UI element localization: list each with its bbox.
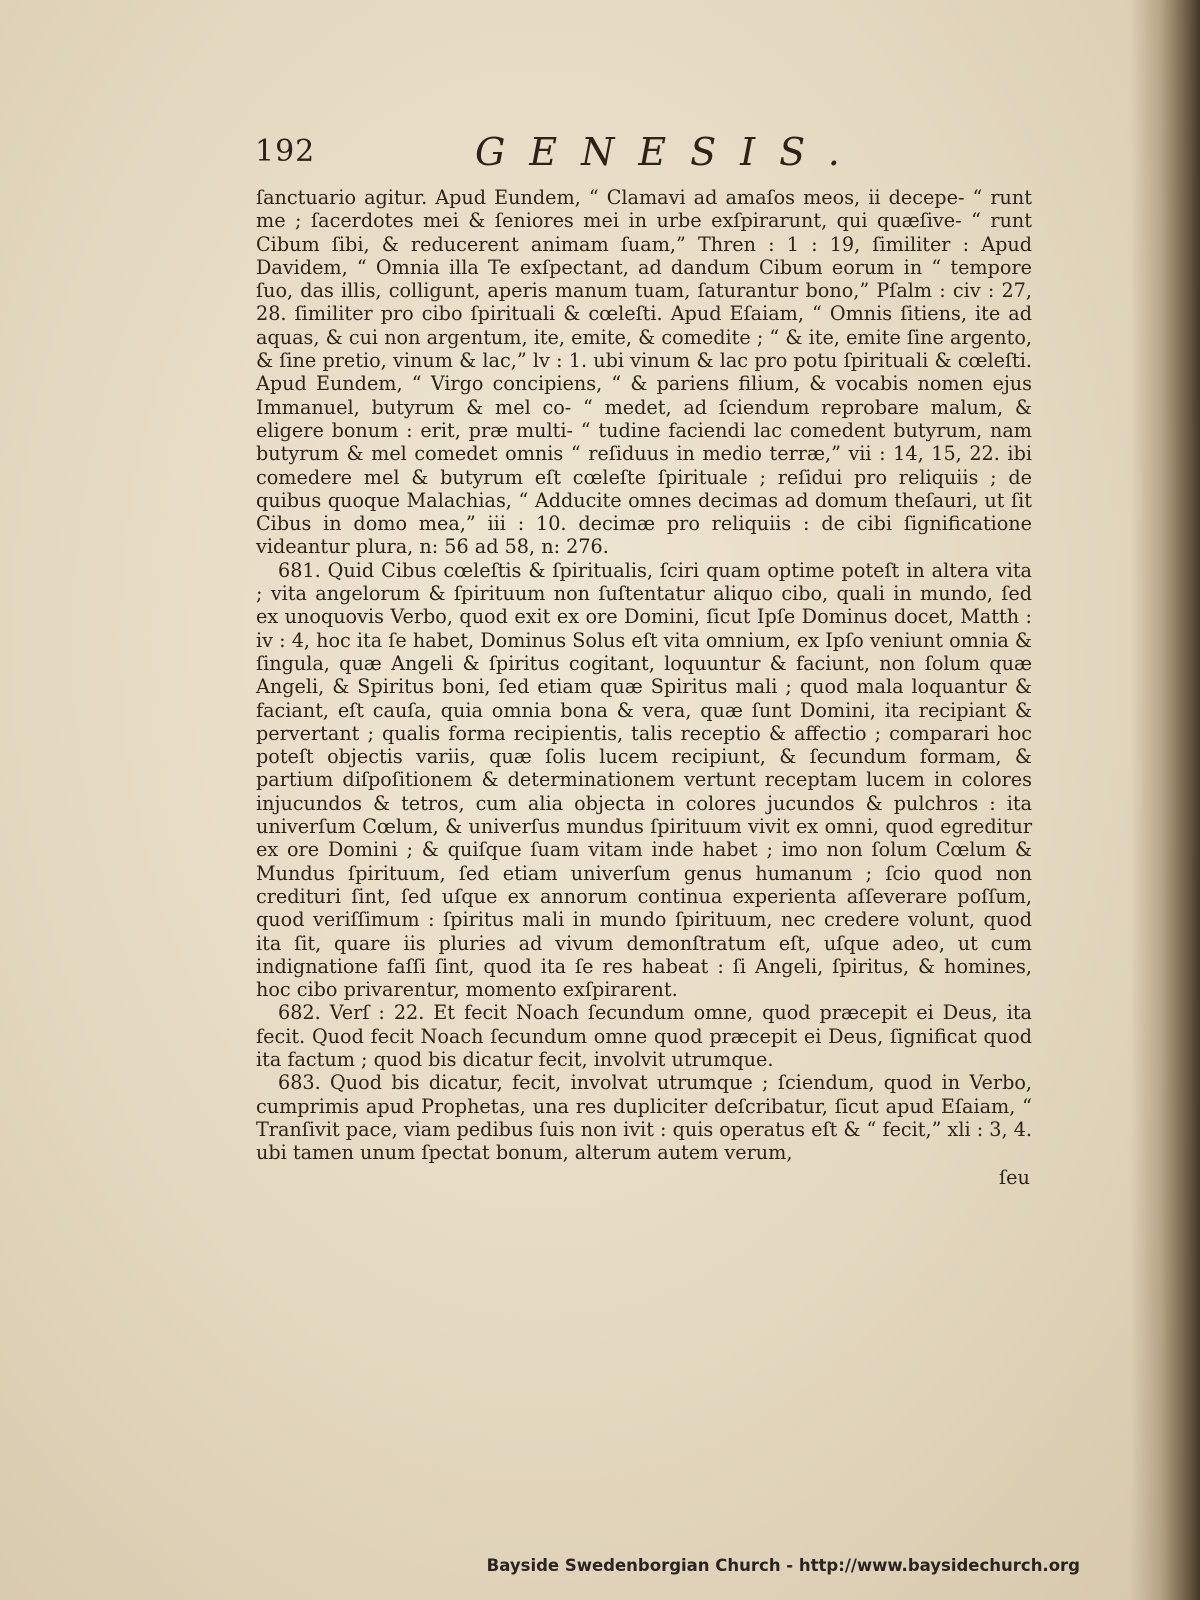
paragraph-680-continued: ſanctuario agitur. Apud Eundem, “ Clamavi ad amaſos meos, ii decepe- “ runt me ; ſacerdotes mei & ſeniores mei in urbe exſpirarunt, qui quæſive- “ runt Cibum ſibi, & reducerent animam ſuam,” Thren : 1 : 19, ſimiliter : Apud Davidem, “ Omnia illa Te exſpectant, ad dandum Cibum eorum in “ tempore ſuo, das illis, colligunt, aperis manum tuam, ſaturantur bono,” Pſalm : civ : 27, 28. ſimiliter pro cibo ſpirituali & cœleſti. Apud Eſaiam, “ Omnis ſitiens, ite ad aquas, & cui non argentum, ite, emite, & comedite ; “ & ite, emite ſine argento, & ſine pretio, vinum & lac,” lv : 1. ubi vinum & lac pro potu ſpirituali & cœleſti. Apud Eundem, “ Virgo concipiens, “ & pariens filium, & vocabis nomen ejus Immanuel, butyrum & mel co- “ medet, ad ſciendum reprobare malum, & eligere bonum : erit, præ multi- “ tudine faciendi lac comedent butyrum, nam butyrum & mel comedet omnis “ reſiduus in medio terræ,” vii : 14, 15, 22. ibi comedere mel & butyrum eſt cœleſte ſpirituale ; reſidui pro reliquiis ; de quibus quoque Malachias, “ Adducite omnes decimas ad domum theſauri, ut ſit Cibus in domo mea,” iii : 10. decimæ pro reliquiis : de cibi ſignificatione videantur plura, n: 56 ad 58, n: 276. — [256, 186, 1032, 559]
book-spine-shadow — [1130, 0, 1200, 1600]
watermark-credit: Bayside Swedenborgian Church - http://www.baysidechurch.org — [486, 1556, 1080, 1575]
body-text — [256, 186, 1032, 1164]
page-header — [255, 130, 1035, 178]
paragraph-682: 682. Verſ : 22. Et fecit Noach ſecundum omne, quod præcepit ei Deus, ita fecit. Quod fecit Noach ſecundum omne quod præcepit ei Deus, ſignificat quod ita factum ; quod bis dicatur fecit, involvit utrumque. — [256, 1001, 1032, 1071]
running-title: GENESIS. — [475, 130, 864, 174]
paragraph-683: 683. Quod bis dicatur, fecit, involvat utrumque ; ſciendum, quod in Verbo, cumprimis apud Prophetas, una res dupliciter deſcribatur, ſicut apud Eſaiam, “ Tranſivit pace, viam pedibus ſuis non ivit : quis operatus eſt & “ fecit,” xli : 3, 4. ubi tamen unum ſpectat bonum, alterum autem verum, — [256, 1071, 1032, 1165]
paragraph-681: 681. Quid Cibus cœleſtis & ſpiritualis, ſciri quam optime poteſt in altera vita ; vita angelorum & ſpirituum non ſuſtentatur aliquo cibo, quali in mundo, ſed ex unoquovis Verbo, quod exit ex ore Domini, ſicut Ipſe Dominus docet, Matth : iv : 4, hoc ita ſe habet, Dominus Solus eſt vita omnium, ex Ipſo veniunt omnia & ſingula, quæ Angeli & ſpiritus cogitant, loquuntur & faciunt, non ſolum quæ Angeli, & Spiritus boni, ſed etiam quæ Spiritus mali ; quod mala loquantur & faciant, eſt cauſa, quia omnia bona & vera, quæ ſunt Domini, ita recipiant & pervertant ; qualis forma recipientis, talis receptio & affectio ; comparari hoc poteſt objectis variis, quæ ſolis lucem recipiunt, & ſecundum formam, & partium diſpoſitionem & determinationem vertunt receptam lucem in colores injucundos & tetros, cum alia objecta in colores jucundos & pulchros : ita univerſum Cœlum, & univerſus mundus ſpirituum vivit ex omni, quod egreditur ex ore Domini ; & quiſque ſuam vitam inde habet ; imo non ſolum Cœlum & Mundus ſpirituum, ſed etiam univerſum genus humanum ; ſcio quod non credituri ſint, ſed uſque ex annorum continua experienta aſſeverare poſſum, quod veriſſimum : ſpiritus mali in mundo ſpirituum, nec credere volunt, quod ita ſit, quare iis pluries ad vivum demonſtratum eſt, uſque adeo, ut cum indignatione faſſi ſint, quod ita ſe res habeat : ſi Angeli, ſpiritus, & homines, hoc cibo privarentur, momento exſpirarent. — [256, 558, 1032, 1002]
page-number: 192 — [255, 134, 316, 169]
catchword: ſeu — [999, 1166, 1030, 1189]
